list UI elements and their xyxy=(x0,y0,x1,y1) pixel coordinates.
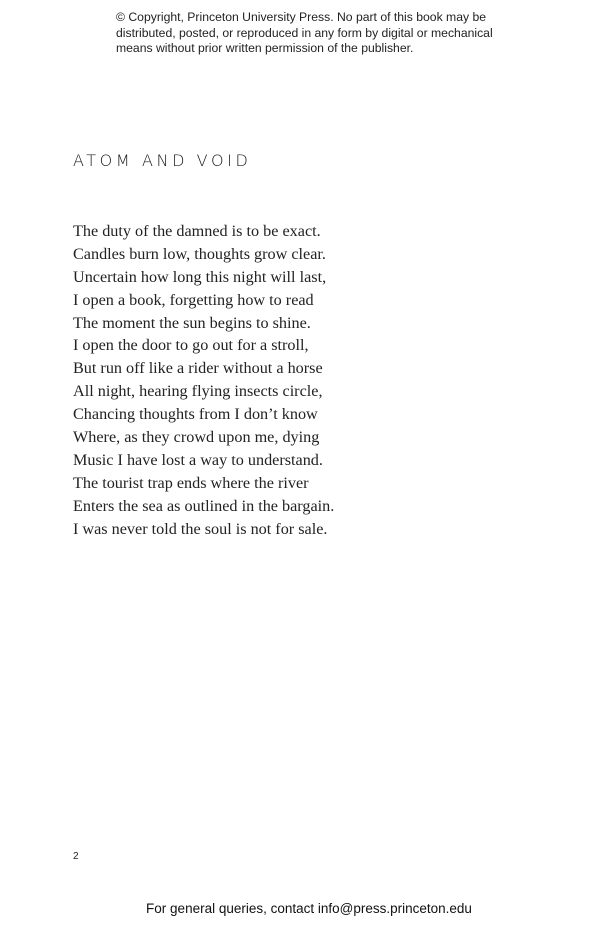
poem-line: I was never told the soul is not for sale. xyxy=(73,519,328,538)
poem-line: Candles burn low, thoughts grow clear. xyxy=(73,244,326,263)
poem-line: I open the door to go out for a stroll, xyxy=(73,336,309,355)
poem-line: Uncertain how long this night will last, xyxy=(73,267,327,286)
page-number: 2 xyxy=(73,851,79,862)
footer-contact: For general queries, contact info@press.princeton.edu xyxy=(146,901,472,916)
poem-line: But run off like a rider without a horse xyxy=(73,359,323,378)
poem-line: The tourist trap ends where the river xyxy=(73,473,309,492)
copyright-line: means without prior written permission of the publisher. xyxy=(116,41,414,55)
poem-line: Music I have lost a way to understand. xyxy=(73,450,323,469)
copyright-line: distributed, posted, or reproduced in any form by digital or mechanical xyxy=(116,25,493,40)
poem-body xyxy=(73,220,334,540)
poem-line: Where, as they crowd upon me, dying xyxy=(73,428,320,447)
poem-line: The moment the sun begins to shine. xyxy=(73,313,311,332)
poem-line: Chancing thoughts from I don’t know xyxy=(73,405,318,424)
poem-line: The duty of the damned is to be exact. xyxy=(73,222,321,240)
poem-title: ATOM AND VOID xyxy=(73,151,252,170)
copyright-line: © Copyright, Princeton University Press. No part of this book may be xyxy=(116,10,487,24)
poem-line: Enters the sea as outlined in the bargain. xyxy=(73,496,335,515)
poem-line: All night, hearing flying insects circle, xyxy=(73,382,323,401)
copyright-notice xyxy=(116,10,536,57)
poem-line: I open a book, forgetting how to read xyxy=(73,290,314,309)
